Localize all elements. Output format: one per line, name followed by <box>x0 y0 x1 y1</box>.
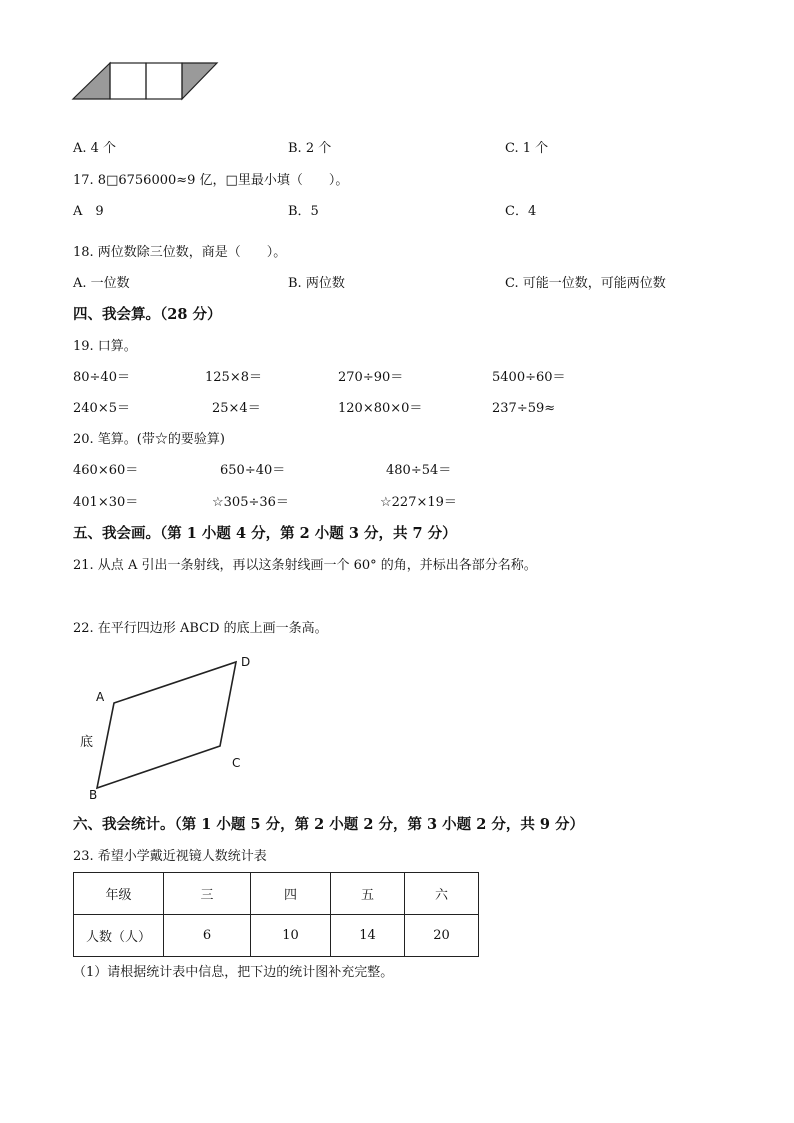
section6-title: 六、我会统计。（第 1 小题 5 分，第 2 小题 2 分，第 3 小题 2 分，共 9 分） <box>73 816 585 833</box>
q19-item: 270÷90＝ <box>338 370 404 385</box>
myopia-stat-table <box>73 872 479 957</box>
q19-item: 120×80×0＝ <box>338 401 423 416</box>
table-cell: 10 <box>251 915 331 957</box>
table-header-cell: 四 <box>251 873 331 915</box>
q19-item: 240×5＝ <box>73 401 130 416</box>
table-header-cell: 年级 <box>74 873 164 915</box>
table-row <box>74 873 479 915</box>
q19-title: 19. 口算。 <box>73 339 137 354</box>
vertex-label-c: C <box>232 756 241 770</box>
q20-item: 401×30＝ <box>73 495 139 510</box>
table-header-cell: 六 <box>405 873 479 915</box>
q20-item: 650÷40＝ <box>220 463 286 478</box>
q18-option-a: A. 一位数 <box>73 276 130 291</box>
table-header-cell: 五 <box>331 873 405 915</box>
q23-title: 23. 希望小学戴近视镜人数统计表 <box>73 849 267 864</box>
q16-option-a: A. 4 个 <box>73 141 117 156</box>
table-header-cell: 三 <box>164 873 251 915</box>
q18-question: 18. 两位数除三位数，商是（ ）。 <box>73 245 287 260</box>
table-row <box>74 915 479 957</box>
vertex-label-b: B <box>89 788 98 802</box>
vertex-label-a: A <box>96 690 105 704</box>
q17-option-c: C．4 <box>505 204 537 219</box>
q17-option-a: A 9 <box>73 204 104 219</box>
vertex-label-d: D <box>241 655 251 669</box>
q17-question: 17. 8□6756000≈9 亿，□里最小填（ ）。 <box>73 173 349 188</box>
section5-title: 五、我会画。（第 1 小题 4 分，第 2 小题 3 分，共 7 分） <box>73 525 457 542</box>
q16-option-c: C. 1 个 <box>505 141 549 156</box>
q21-question: 21. 从点 A 引出一条射线，再以这条射线画一个 60° 的角，并标出各部分名称。 <box>73 558 537 573</box>
base-label: 底 <box>80 735 94 750</box>
q19-item: 5400÷60＝ <box>492 370 566 385</box>
table-cell: 20 <box>405 915 479 957</box>
q18-option-c: C. 可能一位数，可能两位数 <box>505 276 666 291</box>
q20-item: 480÷54＝ <box>386 463 452 478</box>
section4-title: 四、我会算。（28 分） <box>73 306 222 323</box>
table-cell: 人数（人） <box>74 915 164 957</box>
table-cell: 14 <box>331 915 405 957</box>
q20-item: ☆227×19＝ <box>380 495 457 510</box>
q20-item: 460×60＝ <box>73 463 139 478</box>
q19-item: 80÷40＝ <box>73 370 130 385</box>
q20-item: ☆305÷36＝ <box>212 495 289 510</box>
q16-option-b: B. 2 个 <box>288 141 332 156</box>
q19-item: 25×4＝ <box>212 401 261 416</box>
q23-sub1: （1）请根据统计表中信息，把下边的统计图补充完整。 <box>73 965 394 980</box>
q19-item: 237÷59≈ <box>492 401 556 416</box>
q17-option-b: B．5 <box>288 204 319 219</box>
q16-shape-figure <box>70 60 230 105</box>
q19-item: 125×8＝ <box>205 370 262 385</box>
q22-question: 22. 在平行四边形 ABCD 的底上画一条高。 <box>73 621 328 636</box>
table-cell: 6 <box>164 915 251 957</box>
q18-option-b: B. 两位数 <box>288 276 345 291</box>
parallelogram-abcd-figure <box>70 652 270 802</box>
q20-title: 20. 笔算。(带☆的要验算) <box>73 432 225 447</box>
